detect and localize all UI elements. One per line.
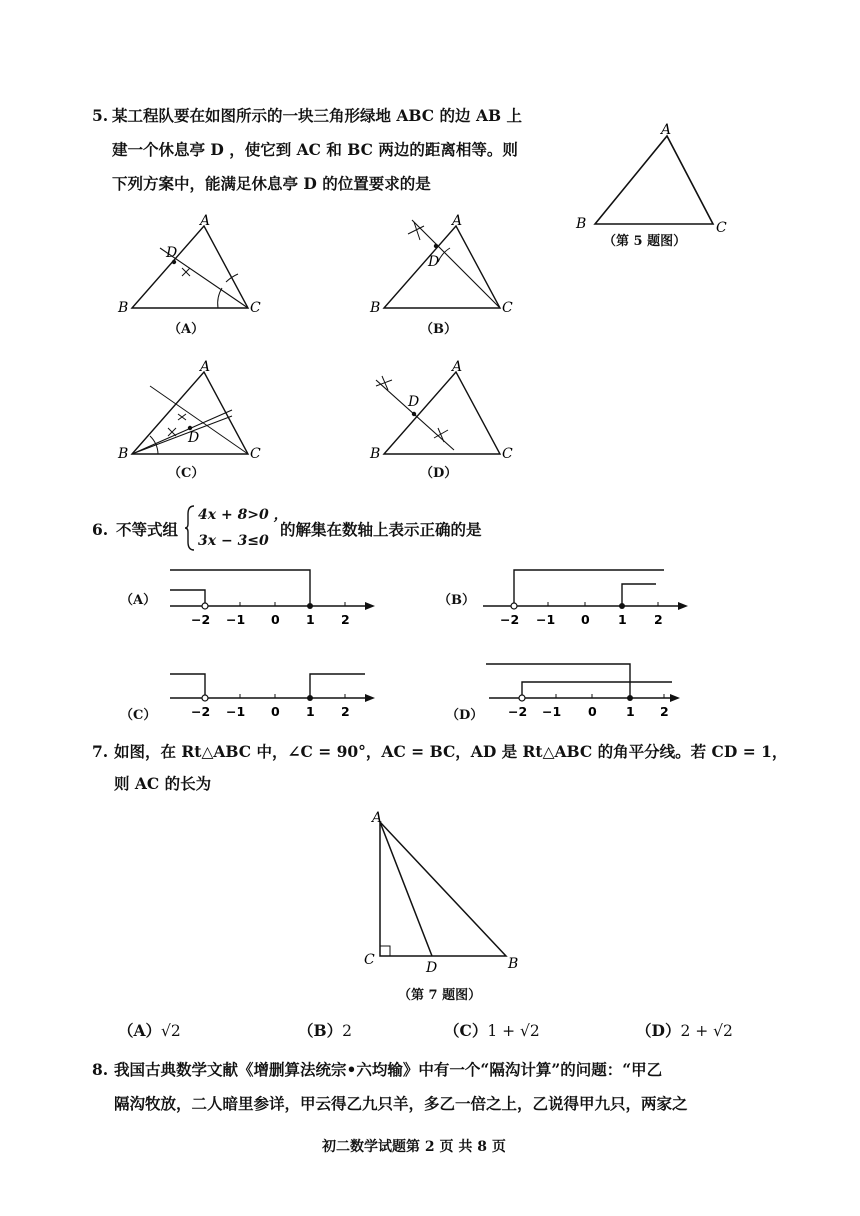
q5-line3: 下列方案中，能满足休息亭 D 的位置要求的是: [112, 174, 431, 193]
q6c-tick-neg2: −2: [191, 704, 211, 719]
q5-option-a-label: （A）: [168, 322, 205, 337]
q7-label-d: D: [426, 960, 438, 976]
q7-choice-c-value: 1 + √2: [487, 1022, 540, 1040]
q6-option-a-numberline: [165, 560, 380, 632]
q7-choice-d: [636, 1023, 733, 1040]
q6b-tick-0: 0: [581, 612, 590, 627]
q5-ref-label-a: A: [661, 122, 672, 138]
q7-line2: 则 AC 的长为: [114, 774, 212, 793]
q7-number: 7.: [92, 742, 109, 761]
q7-choice-b-label: （B）: [298, 1021, 343, 1040]
q6-prefix: 不等式组: [116, 520, 179, 539]
q5b-label-d: D: [428, 254, 440, 270]
q6b-tick-neg2: −2: [500, 612, 520, 627]
q7-choice-d-value: 2 + √2: [680, 1022, 733, 1040]
q7-choice-c: [444, 1023, 540, 1040]
q5b-label-a: A: [452, 213, 463, 229]
q5-ref-label-c: C: [716, 220, 727, 236]
q5d-label-c: C: [502, 446, 513, 462]
q5-figure-caption: （第 5 题图）: [603, 234, 687, 249]
q5a-label-b: B: [118, 300, 129, 316]
q6-option-b-numberline: [478, 560, 693, 632]
q8-number: 8.: [92, 1060, 109, 1079]
q7-figure-caption: （第 7 题图）: [398, 988, 482, 1003]
q7-choice-a-label: （A）: [118, 1021, 162, 1040]
q5-ref-label-b: B: [576, 216, 587, 232]
q6-option-c-label: （C）: [120, 708, 157, 723]
q7-figure: [360, 808, 540, 978]
q6-number: 6.: [92, 520, 109, 539]
q5c-label-b: B: [118, 446, 129, 462]
q6-option-a-label: （A）: [120, 593, 157, 608]
q6d-tick-2: 2: [660, 704, 669, 719]
q5-option-d-label: （D）: [420, 466, 458, 481]
q7-choice-b: [298, 1023, 352, 1040]
q7-choice-c-label: （C）: [444, 1021, 488, 1040]
q6c-tick-2: 2: [341, 704, 350, 719]
q5d-label-a: A: [452, 359, 463, 375]
q7-label-b: B: [508, 956, 519, 972]
q6b-tick-1: 1: [618, 612, 627, 627]
q7-label-c: C: [364, 952, 375, 968]
q8-line1: 我国古典数学文献《增删算法统宗•六均输》中有一个“隔沟计算”的问题：“甲乙: [114, 1060, 663, 1079]
q5-option-a-figure: [110, 212, 270, 322]
q6a-tick-0: 0: [271, 612, 280, 627]
q5d-label-d: D: [408, 394, 420, 410]
q6-option-b-label: （B）: [438, 593, 475, 608]
q6-option-d-label: （D）: [446, 708, 484, 723]
page-footer: 初二数学试题第 2 页 共 8 页: [322, 1139, 506, 1155]
q6d-tick-0: 0: [588, 704, 597, 719]
q6d-tick-neg2: −2: [508, 704, 528, 719]
q5b-label-b: B: [370, 300, 381, 316]
q5-option-c-label: （C）: [168, 466, 205, 481]
q5-line1: 某工程队要在如图所示的一块三角形绿地 ABC 的边 AB 上: [112, 106, 522, 125]
q7-choice-a: [118, 1023, 181, 1040]
q6c-tick-0: 0: [271, 704, 280, 719]
q6-option-d-numberline: [484, 656, 699, 728]
q6a-tick-neg1: −1: [226, 612, 246, 627]
q5-number: 5.: [92, 106, 109, 125]
q6-suffix: 的解集在数轴上表示正确的是: [280, 520, 482, 539]
q7-line1: 如图，在 Rt△ABC 中，∠C = 90°，AC = BC，AD 是 Rt△ABC 的角平分线。若 CD = 1，: [114, 742, 788, 761]
q5c-label-c: C: [250, 446, 261, 462]
q6-option-c-numberline: [165, 664, 380, 736]
q7-choice-d-label: （D）: [636, 1021, 681, 1040]
q7-choice-a-value: √2: [161, 1022, 181, 1040]
q6c-tick-neg1: −1: [226, 704, 246, 719]
q6-ineq1: 4x + 8>0 ，: [198, 507, 288, 523]
q5-option-b-figure: [362, 212, 522, 322]
q6-ineq2: 3x − 3≤0: [198, 533, 269, 549]
q5a-label-d: D: [166, 245, 178, 261]
q7-choice-b-value: 2: [342, 1022, 352, 1040]
q5a-label-a: A: [200, 213, 211, 229]
q6c-tick-1: 1: [306, 704, 315, 719]
q6a-tick-neg2: −2: [191, 612, 211, 627]
q6b-tick-neg1: −1: [536, 612, 556, 627]
q5-option-c-figure: [110, 358, 270, 468]
q7-label-a: A: [372, 810, 383, 826]
q5d-label-b: B: [370, 446, 381, 462]
q6d-tick-1: 1: [626, 704, 635, 719]
q6d-tick-neg1: −1: [542, 704, 562, 719]
q5c-label-a: A: [200, 359, 211, 375]
q5-option-b-label: （B）: [420, 322, 457, 337]
q5-reference-figure: [570, 118, 750, 248]
q6-brace: [184, 504, 196, 552]
q8-line2: 隔沟牧放，二人暗里参详，甲云得乙九只羊，多乙一倍之上，乙说得甲九只，两家之: [114, 1094, 688, 1113]
q5b-label-c: C: [502, 300, 513, 316]
q6b-tick-2: 2: [654, 612, 663, 627]
q6a-tick-1: 1: [306, 612, 315, 627]
q5c-label-d: D: [188, 430, 200, 446]
q5-option-d-figure: [362, 358, 522, 468]
q5a-label-c: C: [250, 300, 261, 316]
q5-line2: 建一个休息亭 D ，使它到 AC 和 BC 两边的距离相等。则: [112, 140, 518, 159]
q6a-tick-2: 2: [341, 612, 350, 627]
